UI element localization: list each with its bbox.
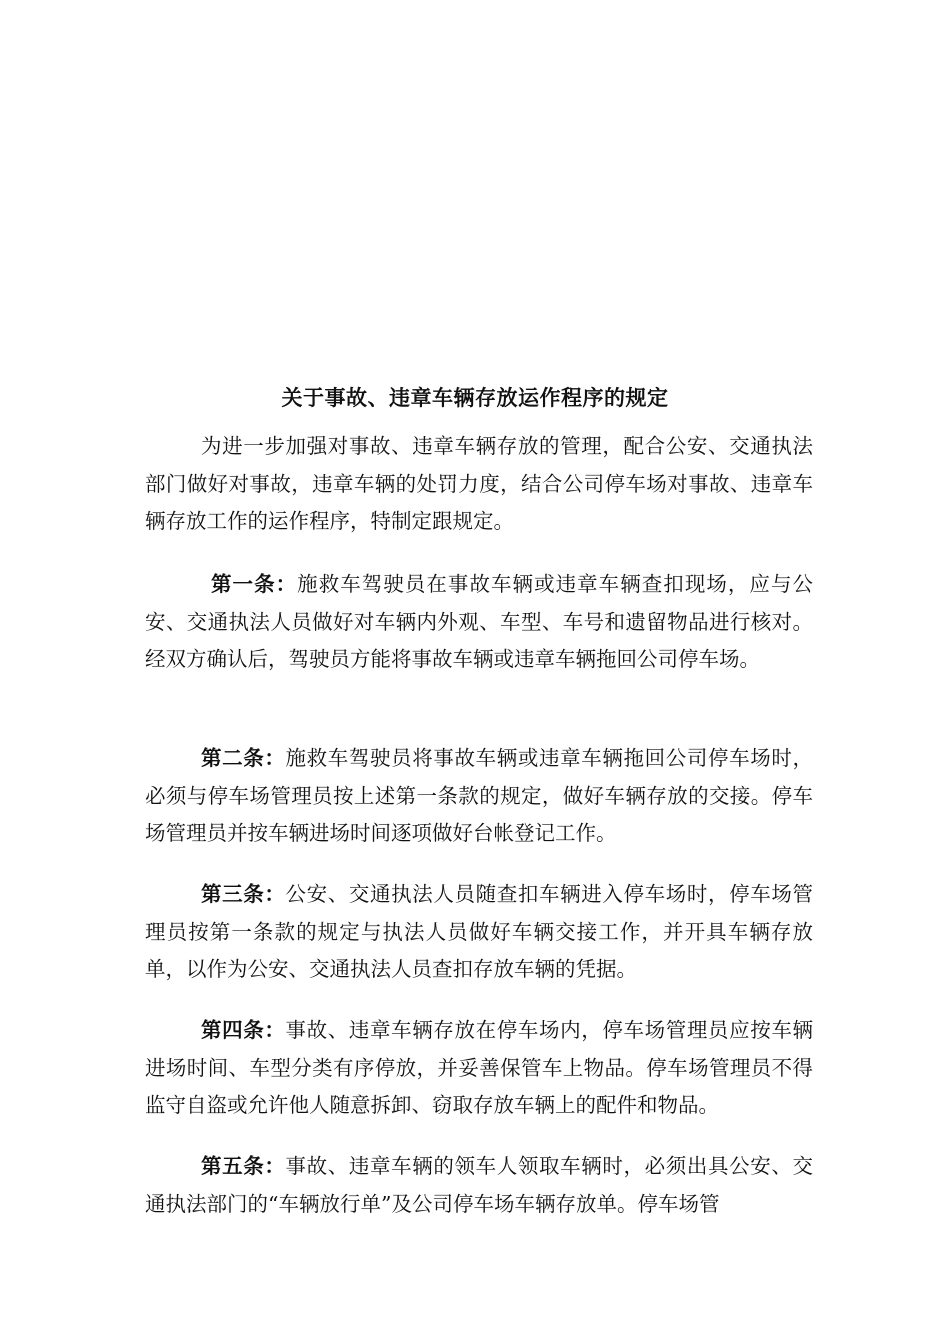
article-2-text: 施救车驾驶员将事故车辆或违章车辆拖回公司停车场时，必须与停车场管理员按上述第一条款的规定，做好车辆存放的交接。停车场管理员并按车辆进场时间逐项做好台帐登记工作。	[145, 746, 813, 845]
intro-paragraph: 为进一步加强对事故、违章车辆存放的管理，配合公安、交通执法部门做好对事故，违章车辆的处罚力度，结合公司停车场对事故、违章车辆存放工作的运作程序，特制定跟规定。	[145, 434, 813, 533]
document-title: 关于事故、违章车辆存放运作程序的规定	[281, 385, 669, 410]
article-1-text: 施救车驾驶员在事故车辆或违章车辆查扣现场，应与公安、交通执法人员做好对车辆内外观、车型、车号和遗留物品进行核对。经双方确认后，驾驶员方能将事故车辆或违章车辆拖回公司停车场。	[145, 572, 814, 671]
article-5-label: 第五条：	[201, 1154, 286, 1178]
article-2	[145, 740, 813, 853]
article-3	[145, 876, 813, 989]
article-3-label: 第三条：	[201, 882, 286, 906]
article-4-label: 第四条：	[201, 1018, 286, 1042]
article-2-label: 第二条：	[201, 746, 286, 770]
article-5-text: 事故、违章车辆的领车人领取车辆时，必须出具公安、交通执法部门的“车辆放行单”及公司停车场车辆存放单。停车场管	[145, 1154, 813, 1216]
article-4	[145, 1012, 813, 1125]
article-1-label: 第一条：	[211, 572, 298, 596]
article-5	[145, 1148, 813, 1223]
article-4-text: 事故、违章车辆存放在停车场内，停车场管理员应按车辆进场时间、车型分类有序停放，并妥善保管车上物品。停车场管理员不得监守自盗或允许他人随意拆卸、窃取存放车辆上的配件和物品。	[145, 1018, 813, 1117]
article-3-text: 公安、交通执法人员随查扣车辆进入停车场时，停车场管理员按第一条款的规定与执法人员做好车辆交接工作，并开具车辆存放单，以作为公安、交通执法人员查扣存放车辆的凭据。	[145, 882, 813, 981]
article-1	[145, 566, 813, 679]
